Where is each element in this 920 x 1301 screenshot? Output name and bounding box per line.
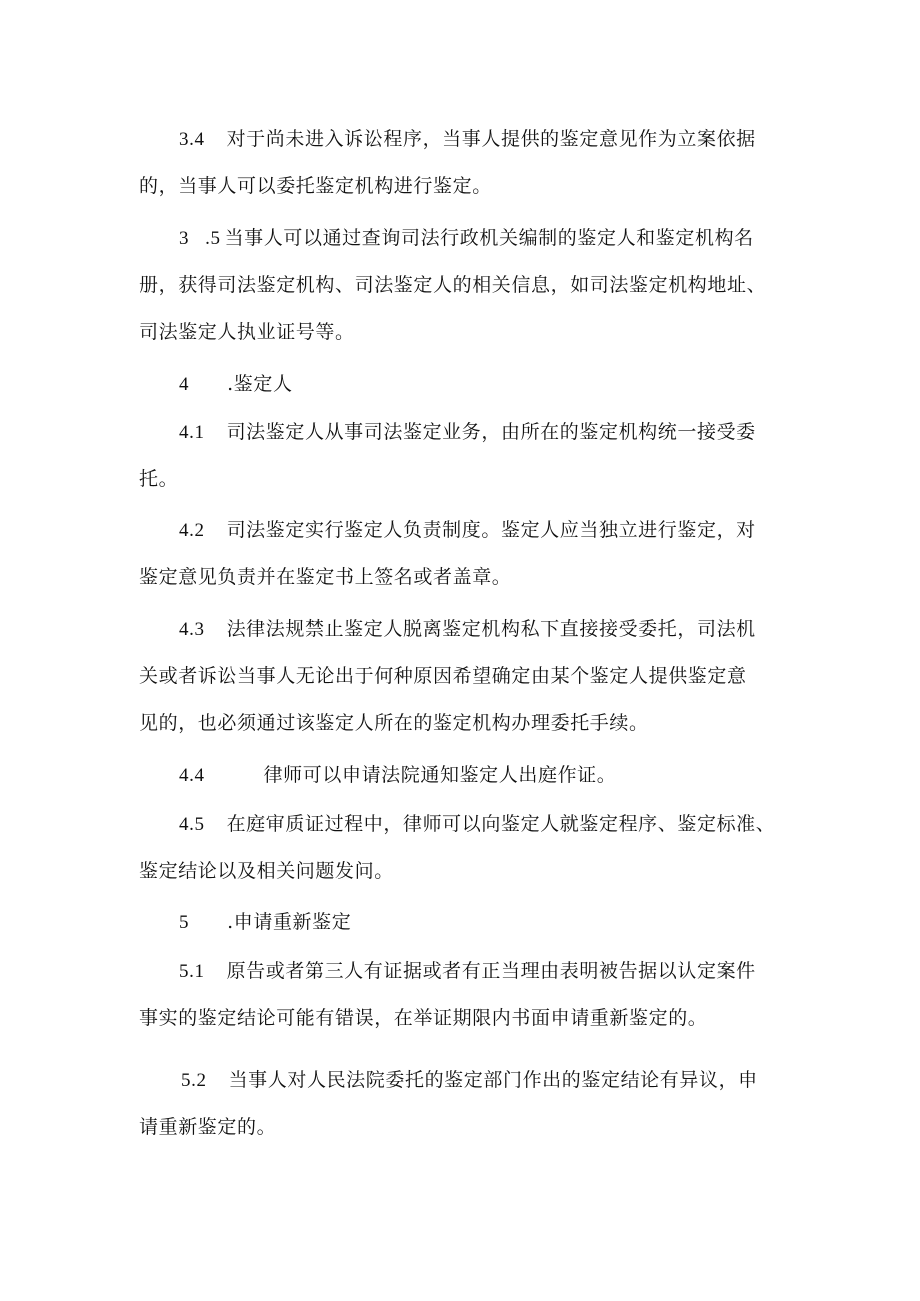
paragraph-text: 鉴定意见负责并在鉴定书上签名或者盖章。 <box>139 566 512 588</box>
paragraph-5-1-line-1 <box>179 959 756 984</box>
paragraph-text: 见的，也必须通过该鉴定人所在的鉴定机构办理委托手续。 <box>139 712 649 734</box>
paragraph-text: 在庭审质证过程中，律师可以向鉴定人就鉴定程序、鉴定标准、 <box>226 813 776 835</box>
paragraph-4-5-line-2 <box>139 859 394 883</box>
paragraph-text: 事实的鉴定结论可能有错误，在举证期限内书面申请重新鉴定的。 <box>139 1007 708 1029</box>
section-number: 4.3 <box>179 619 205 640</box>
section-heading: .鉴定人 <box>227 373 293 395</box>
section-number-suffix: .5 <box>205 228 221 249</box>
section-heading: .申请重新鉴定 <box>227 911 352 933</box>
section-number: 4.4 <box>179 765 205 786</box>
paragraph-4-5-line-1 <box>179 812 775 837</box>
paragraph-4-3-line-2 <box>139 664 747 688</box>
paragraph-3-4-line-1 <box>179 127 756 152</box>
section-number: 4.1 <box>179 422 205 443</box>
paragraph-text: 托。 <box>139 468 179 490</box>
section-number: 4.2 <box>179 520 205 541</box>
paragraph-4-3-line-1 <box>179 617 756 642</box>
section-number: 3 <box>179 228 190 249</box>
paragraph-5-2-line-2 <box>139 1115 276 1139</box>
paragraph-4-1-line-2 <box>139 467 178 491</box>
paragraph-text: 册，获得司法鉴定机构、司法鉴定人的相关信息，如司法鉴定机构地址、 <box>139 274 767 296</box>
paragraph-3-5-line-2 <box>139 273 766 297</box>
section-number: 5.2 <box>181 1070 207 1091</box>
paragraph-3-4-line-2 <box>139 174 492 198</box>
paragraph-text: 当事人可以通过查询司法行政机关编制的鉴定人和鉴定机构名 <box>224 227 754 249</box>
paragraph-text: 关或者诉讼当事人无论出于何种原因希望确定由某个鉴定人提供鉴定意 <box>139 665 747 687</box>
section-number: 5 <box>179 912 190 933</box>
paragraph-4-1-line-1 <box>179 420 756 445</box>
section-number: 4.5 <box>179 814 205 835</box>
section-number: 5.1 <box>179 961 205 982</box>
heading-5 <box>179 910 351 935</box>
paragraph-4-2-line-1 <box>179 518 756 543</box>
paragraph-5-1-line-2 <box>139 1006 707 1030</box>
paragraph-3-5-line-1 <box>179 226 754 251</box>
paragraph-3-5-line-3 <box>139 320 355 344</box>
section-number: 4 <box>179 374 190 395</box>
paragraph-4-4 <box>179 763 616 788</box>
paragraph-text: 司法鉴定人执业证号等。 <box>139 321 355 343</box>
paragraph-text: 司法鉴定实行鉴定人负责制度。鉴定人应当独立进行鉴定，对 <box>226 519 756 541</box>
paragraph-text: 的，当事人可以委托鉴定机构进行鉴定。 <box>139 175 492 197</box>
paragraph-text: 原告或者第三人有证据或者有正当理由表明被告据以认定案件 <box>226 960 756 982</box>
heading-4 <box>179 372 293 397</box>
section-number: 3.4 <box>179 129 205 150</box>
paragraph-text: 当事人对人民法院委托的鉴定部门作出的鉴定结论有异议，申 <box>228 1069 758 1091</box>
paragraph-text: 法律法规禁止鉴定人脱离鉴定机构私下直接接受委托，司法机 <box>226 618 756 640</box>
paragraph-text: 司法鉴定人从事司法鉴定业务，由所在的鉴定机构统一接受委 <box>226 421 756 443</box>
paragraph-4-2-line-2 <box>139 565 511 589</box>
paragraph-text: 鉴定结论以及相关问题发问。 <box>139 860 394 882</box>
paragraph-4-3-line-3 <box>139 711 649 735</box>
paragraph-5-2-line-1 <box>181 1068 758 1093</box>
paragraph-text: 对于尚未进入诉讼程序，当事人提供的鉴定意见作为立案依据 <box>226 128 756 150</box>
paragraph-text: 律师可以申请法院通知鉴定人出庭作证。 <box>263 764 617 786</box>
paragraph-text: 请重新鉴定的。 <box>139 1116 277 1138</box>
